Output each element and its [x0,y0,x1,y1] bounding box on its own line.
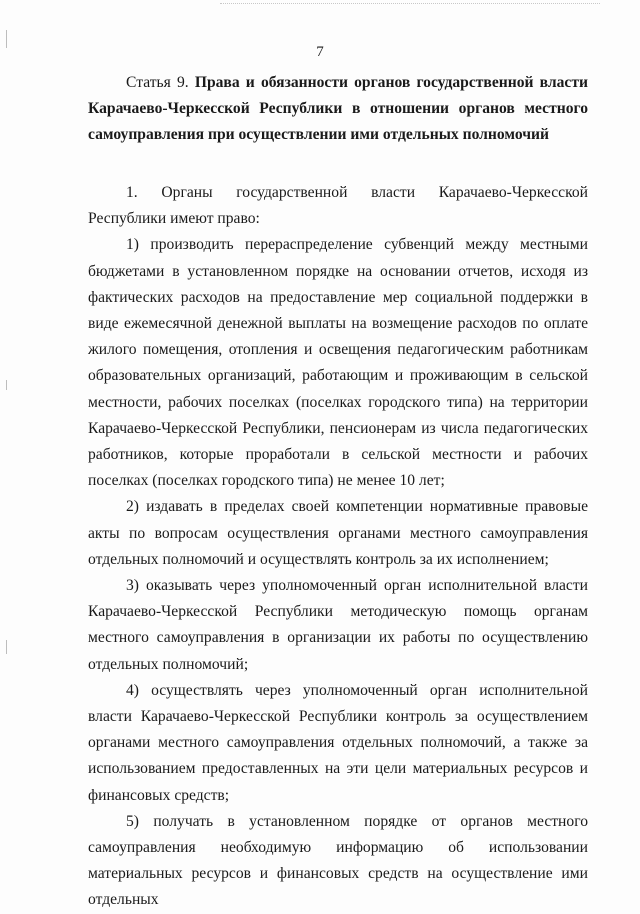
scan-artifact-top [220,3,600,5]
scan-artifact-left [6,640,7,654]
paragraph: 5) получать в установленном порядке от органов местного самоуправления необходимую информацию об использовании материальных ресурсов и финансовых средств на осуществление ими отдельных [88,812,588,909]
paragraph: 4) осуществлять через уполномоченный орган исполнительной власти Карачаево-Черкесской Республики контроль за осуществлением органами местного самоуправления отдельных полномочий, а также за использованием предоставленных на эти цели материальных ресурсов и финансовых средств; [88,681,588,804]
scan-artifact-left [6,380,7,390]
page-number: 7 [316,44,324,60]
article-heading [88,70,588,148]
paragraph: 3) оказывать через уполномоченный орган исполнительной власти Карачаево-Черкесской Республики методическую помощь органам местного самоуправления в организации их работы по осуществлению отдельных полномочий; [88,577,588,673]
paragraph: 2) издавать в пределах своей компетенции нормативные правовые акты по вопросам осуществления органами местного самоуправления отдельных полномочий и осуществлять контроль за их исполнением; [88,498,588,568]
article-label: Статья 9. [126,74,189,91]
article-title: Права и обязанности органов государственной власти Карачаево-Черкесской Республики в отношении органов местного самоуправления при осуществлении ими отдельных полномочий [88,74,588,143]
paragraph: 1) производить перераспределение субвенций между местными бюджетами в установленном порядке на основании отчетов, исходя из фактических расходов на предоставление мер социальной поддержки в виде ежемесячной денежной выплаты на возмещение расходов по оплате жилого помещения, отопления и освещения педагогическим работникам образовательных организаций, работающим и проживающим в сельской местности, рабочих поселках (поселках городского типа) на территории Карачаево-Черкесской Республики, пенсионерам из числа педагогических работников, которые проработали в сельской местности и рабочих поселках (поселках городского типа) не менее 10 лет; [88,236,588,490]
paragraph: 1. Органы государственной власти Карачаево-Черкесской Республики имеют право: [88,184,588,228]
document-body [88,70,588,914]
